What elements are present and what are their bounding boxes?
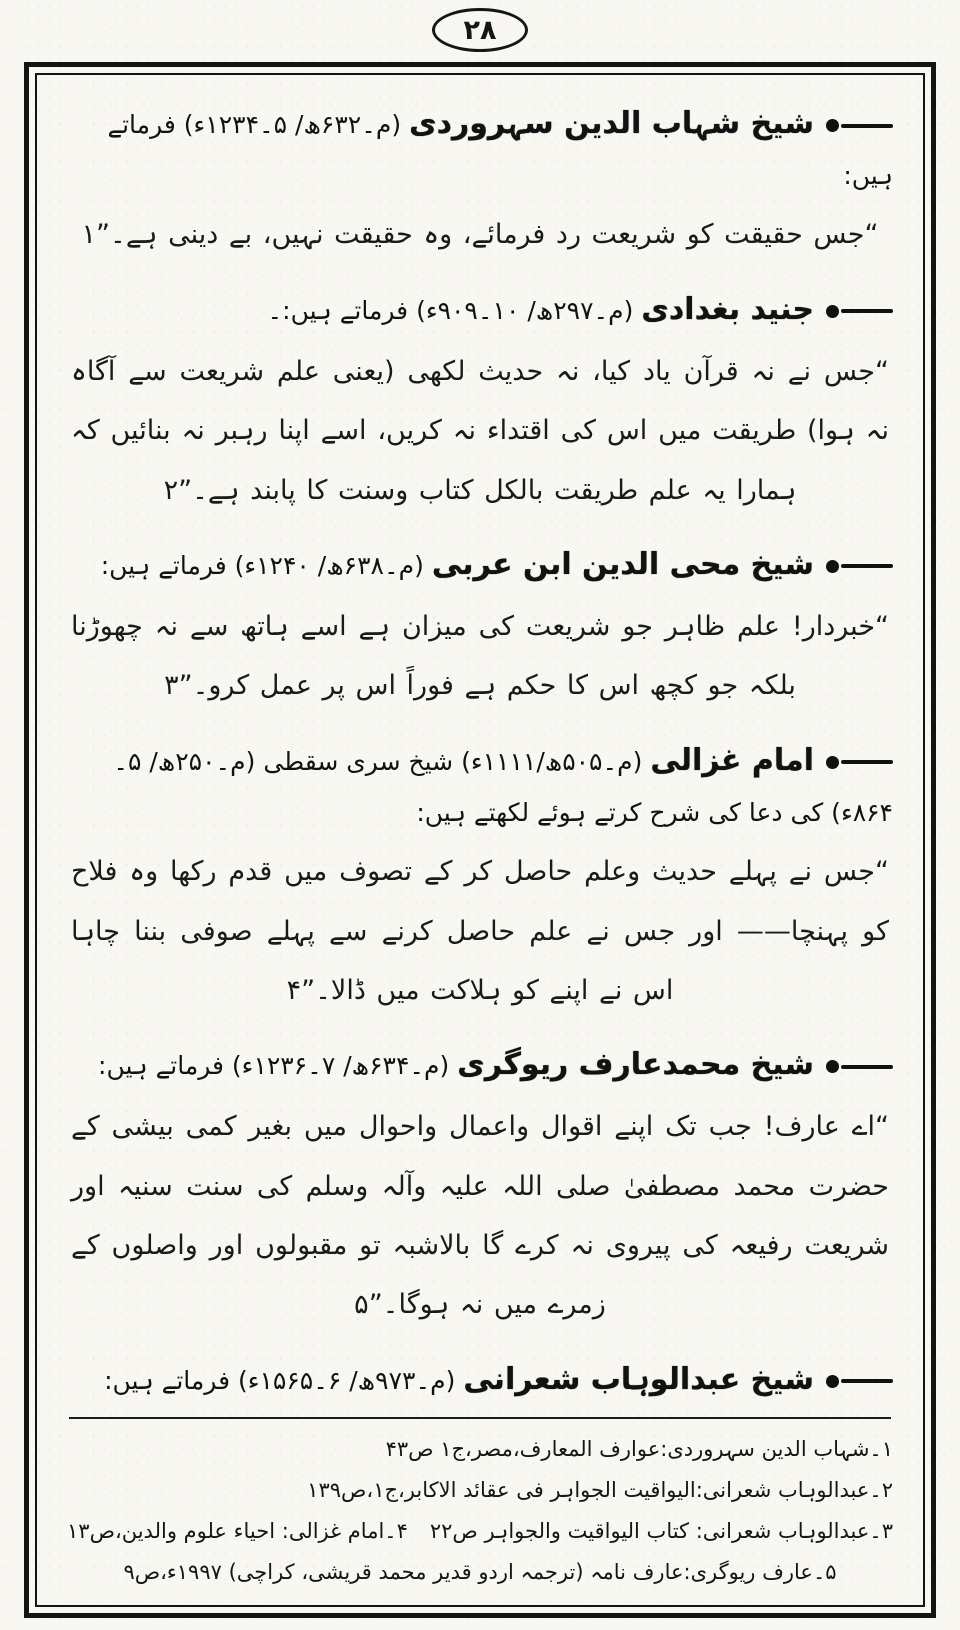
heading-detail: (م۔۵۰۵ھ/۱۱۱۱ء) شیخ سری سقطی (م۔۲۵۰ھ/ ۵۔۸۶۴ء) کی دعا کی شرح کرتے ہوئے لکھتے ہیں: (113, 746, 893, 827)
bullet-icon (826, 756, 839, 769)
section-rivgari (67, 1036, 893, 1335)
bullet-icon (826, 1375, 839, 1388)
quote-text: “جس نے پہلے حدیث وعلم حاصل کر کے تصوف میں قدم رکھا وہ فلاح کو پہنچا—— اور جس نے علم حاصل کرنے سے پہلے صوفی بننا چاہا اس نے اپنے کو ہلاکت میں ڈالا۔”۴ (71, 856, 889, 1006)
bullet-icon (826, 305, 839, 318)
section-heading (67, 732, 893, 838)
bullet-icon (826, 560, 839, 573)
section-heading (67, 95, 893, 201)
section-sharani (67, 1351, 893, 1408)
section-heading (67, 536, 893, 593)
heading-detail: (م۔۶۳۸ھ/ ۱۲۴۰ء) فرماتے ہیں: (100, 550, 424, 580)
heading-detail: (م۔۹۷۳ھ/ ۶۔۱۵۶۵ء) فرماتے ہیں: (104, 1365, 456, 1395)
quote-text: “جس نے نہ قرآن یاد کیا، نہ حدیث لکھی (یعنی علم شریعت سے آگاہ نہ ہوا) طریقت میں اس کی اقتداء نہ کریں، اسے اپنا رہبر نہ بنائیں کہ ہمارا یہ علم طریقت بالکل کتاب وسنت کا پابند ہے۔”۲ (71, 355, 889, 506)
footnote-2: ۲۔عبدالوہاب شعرانی:الیواقیت الجواہر فی عقائد الاکابر،ج۱،ص۱۳۹ (307, 1478, 893, 1503)
section-suhrawardi (67, 95, 893, 265)
heading-detail: (م۔۲۹۷ھ/ ۱۰۔۹۰۹ء) فرماتے ہیں:۔ (267, 295, 634, 325)
page-content (67, 91, 893, 1408)
bullet-icon (826, 119, 839, 132)
page-frame-inner (35, 73, 925, 1607)
footnote-5: ۵۔عارف ریوگری:عارف نامہ (ترجمہ اردو قدیر محمد قریشی، کراچی) ۱۹۹۷ء،ص۹ (123, 1560, 837, 1585)
heading-detail: (م۔۶۳۴ھ/ ۷۔۱۲۳۶ء) فرماتے ہیں: (98, 1051, 450, 1081)
heading-detail: (م۔۶۳۲ھ/ ۵۔۱۲۳۴ء) فرماتے ہیں: (107, 110, 893, 190)
page-number: ۲۸ (463, 14, 497, 46)
lead-dash (841, 1065, 893, 1069)
section-junaid (67, 281, 893, 520)
quote-text: “خبردار! علم ظاہر جو شریعت کی میزان ہے اسے ہاتھ سے نہ چھوڑنا بلکہ جو کچھ اس کا حکم ہے فوراً اس پر عمل کرو۔”۳ (71, 610, 889, 702)
footnote-1: ۱۔شہاب الدین سہروردی:عوارف المعارف،مصر،ج۱ ص۴۳ (385, 1437, 893, 1462)
quote-text: “اے عارف! جب تک اپنے اقوال واعمال واحوال میں بغیر کمی بیشی کے حضرت محمد مصطفیٰ صلی اللہ علیہ وآلہ وسلم کی سنت سنیہ اور شریعت رفیعہ کی پیروی نہ کرے گا بالاشبہ تو مقبولوں اور واصلوں کے زمرے میں نہ ہوگا۔”۵ (71, 1111, 889, 1321)
scholar-name: شیخ شہاب الدین سہروردی (409, 106, 814, 141)
section-ghazali (67, 732, 893, 1021)
section-heading (67, 281, 893, 338)
lead-dash (841, 124, 893, 128)
lead-dash (841, 760, 893, 764)
footnote-3: ۳۔عبدالوہاب شعرانی: کتاب الیواقیت والجواہر ص۲۲ (429, 1519, 893, 1544)
lead-dash (841, 309, 893, 313)
scholar-name: شیخ محی الدین ابن عربی (431, 546, 814, 582)
bullet-icon (826, 1060, 839, 1073)
footnote-row (67, 1511, 893, 1552)
scholar-name: امام غزالی (650, 742, 814, 778)
page-number-badge (432, 8, 528, 52)
section-ibn-arabi (67, 536, 893, 716)
scholar-name: جنید بغدادی (641, 291, 814, 327)
scholar-name: شیخ عبدالوہاب شعرانی (463, 1361, 814, 1397)
lead-dash (841, 1379, 893, 1383)
section-heading (67, 1351, 893, 1408)
scholar-name: شیخ محمدعارف ریوگری (457, 1047, 814, 1083)
quote-text: “جس حقیقت کو شریعت رد فرمائے، وہ حقیقت نہیں، بے دینی ہے۔”۱ (81, 219, 879, 251)
footnote-4: ۴۔امام غزالی: احیاء علوم والدین،ص۱۳ (67, 1519, 408, 1544)
page-frame (24, 62, 936, 1618)
section-heading (67, 1036, 893, 1093)
footnote-divider (69, 1417, 891, 1419)
footnotes (67, 1417, 893, 1593)
lead-dash (841, 564, 893, 568)
